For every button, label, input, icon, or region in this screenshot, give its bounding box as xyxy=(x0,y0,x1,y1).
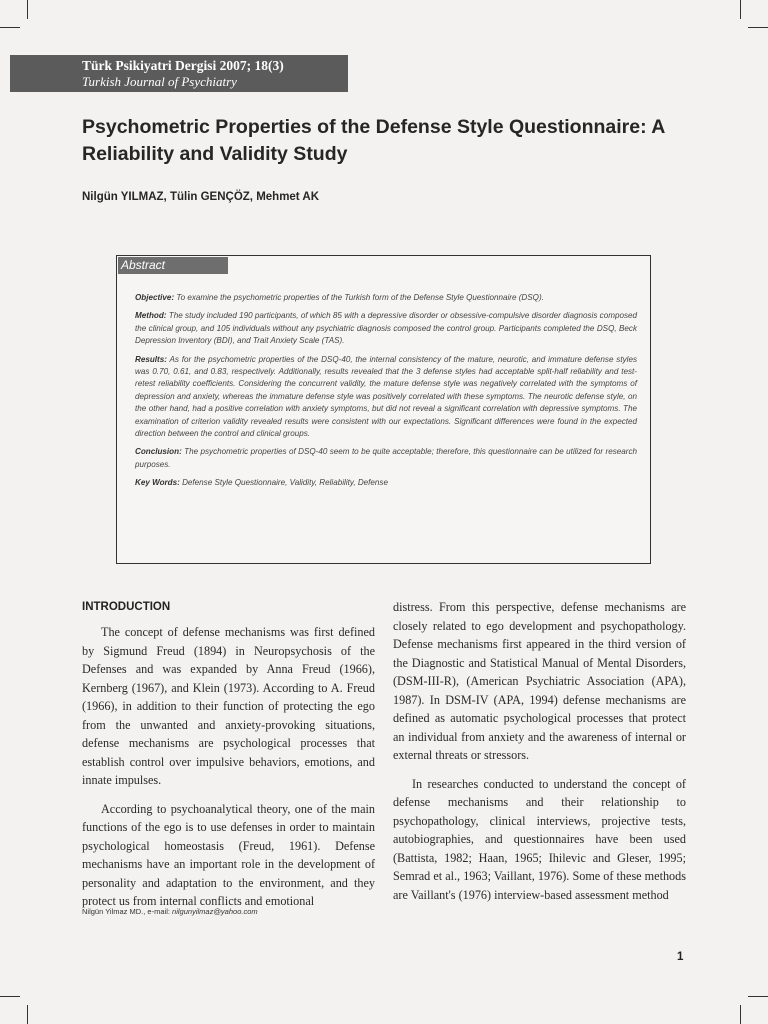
crop-mark xyxy=(27,0,28,19)
results-text: As for the psychometric properties of the DSQ-40, the internal consistency of the mature, neurotic, and immature defense styles was 0.70, 0.61, and 0.83, respectively. Additionally, results revealed that the 3 defense styles had acceptable split-half reliability and test-retest reliability coefficients. Considering the concurrent validity, the mature defense style was negatively correlated with the symptoms of depression and anxiety, whereas the immature defense style was positively correlated with these symptoms. The neurotic defense style, on the other hand, had a positive correlation with anxiety symptoms, but did not reveal a significant correlation with depressive symptoms. The examination of criterion validity revealed results were consistent with our expectations. Significant differences were found in the expected direction between the control and clinical groups. xyxy=(135,354,637,439)
footnote xyxy=(82,907,258,916)
author-list: Nilgün YILMAZ, Tülin GENÇÖZ, Mehmet AK xyxy=(82,191,320,203)
method-text: The study included 190 participants, of which 85 with a depressive disorder or obsessive-compulsive disorder diagnosis composed the clinical group, and 105 individuals without any psychiatric diagnosis composed the control group. Participants completed the DSQ, Beck Depression Inventory (BDI), and Trait Anxiety Scale (TAS). xyxy=(135,311,638,346)
crop-mark xyxy=(740,1005,741,1024)
conclusion-label: Conclusion: xyxy=(135,447,182,457)
abstract-results xyxy=(135,354,637,441)
paragraph: The concept of defense mechanisms was first defined by Sigmund Freud (1894) in Neuropsychosis of the Defenses and was expanded by Anna Freud (1966), Kernberg (1967), and Klein (1973). According to A. Freud (1966), in addition to their function of protecting the ego from the unwanted and anxiety-provoking situations, defense mechanisms are psychological processes that establish control over impulsive behaviors, emotions, and innate impulses. xyxy=(82,625,375,787)
paragraph: According to psychoanalytical theory, one of the main functions of the ego is to use defenses in order to maintain psychological homeostasis (Freud, 1961). Defense mechanisms have an important role in the development of personality and adaptation to the environment, and they protect us from internal conflicts and emotional xyxy=(82,801,375,908)
method-label: Method: xyxy=(135,311,167,321)
journal-subtitle: Turkish Journal of Psychiatry xyxy=(82,74,237,89)
page-number: 1 xyxy=(677,951,684,963)
journal-header xyxy=(10,55,348,92)
keywords-label: Key Words: xyxy=(135,478,180,488)
objective-text: To examine the psychometric properties of the Turkish form of the Defense Style Questionnaire (DSQ). xyxy=(176,293,544,302)
crop-mark xyxy=(748,996,768,997)
body-column-left xyxy=(82,598,375,911)
body-column-right xyxy=(393,598,686,904)
objective-label: Objective: xyxy=(135,293,175,302)
crop-mark xyxy=(740,0,741,19)
conclusion-text: The psychometric properties of DSQ-40 seem to be quite acceptable; therefore, this questionnaire can be utilized for research purposes. xyxy=(135,447,638,469)
crop-mark xyxy=(27,1005,28,1024)
abstract-method xyxy=(135,310,637,347)
abstract-keywords xyxy=(135,477,637,489)
abstract-conclusion xyxy=(135,446,637,471)
crop-mark xyxy=(0,27,20,28)
results-label: Results: xyxy=(135,354,167,364)
crop-mark xyxy=(0,996,20,997)
abstract-label: Abstract xyxy=(118,257,228,274)
footnote-author: Nilgün Yilmaz MD., e-mail: xyxy=(82,907,170,916)
footnote-email: nilgunyilmaz@yahoo.com xyxy=(172,907,258,916)
crop-mark xyxy=(748,27,768,28)
abstract-body xyxy=(135,292,637,496)
keywords-text: Defense Style Questionnaire, Validity, Reliability, Defense xyxy=(182,478,388,488)
abstract-objective xyxy=(135,292,637,304)
article-title: Psychometric Properties of the Defense Style Questionnaire: A Reliability and Validity Study xyxy=(82,116,665,165)
journal-name: Türk Psikiyatri Dergisi 2007; 18(3) xyxy=(82,58,284,73)
section-heading: INTRODUCTION xyxy=(82,601,171,613)
paragraph: In researches conducted to understand the concept of defense mechanisms and their relationship to psychopathology, clinical interviews, projective tests, autobiographies, and questionnaires have been used (Battista, 1982; Haan, 1965; Ihilevic and Gleser, 1995; Semrad et al., 1963; Vaillant, 1976). Some of these methods are Vaillant's (1976) interview-based assessment method xyxy=(393,776,686,902)
paragraph: distress. From this perspective, defense mechanisms are closely related to ego development and psychopathology. Defense mechanisms first appeared in the third version of the Diagnostic and Statistical Manual of Mental Disorders, (DSM-III-R), (American Psychiatric Association (APA), 1987). In DSM-IV (APA, 1994) defense mechanisms are defined as automatic psychological processes that protect an individual from anxiety and the awareness of internal or external threats or stressors. xyxy=(393,600,686,762)
